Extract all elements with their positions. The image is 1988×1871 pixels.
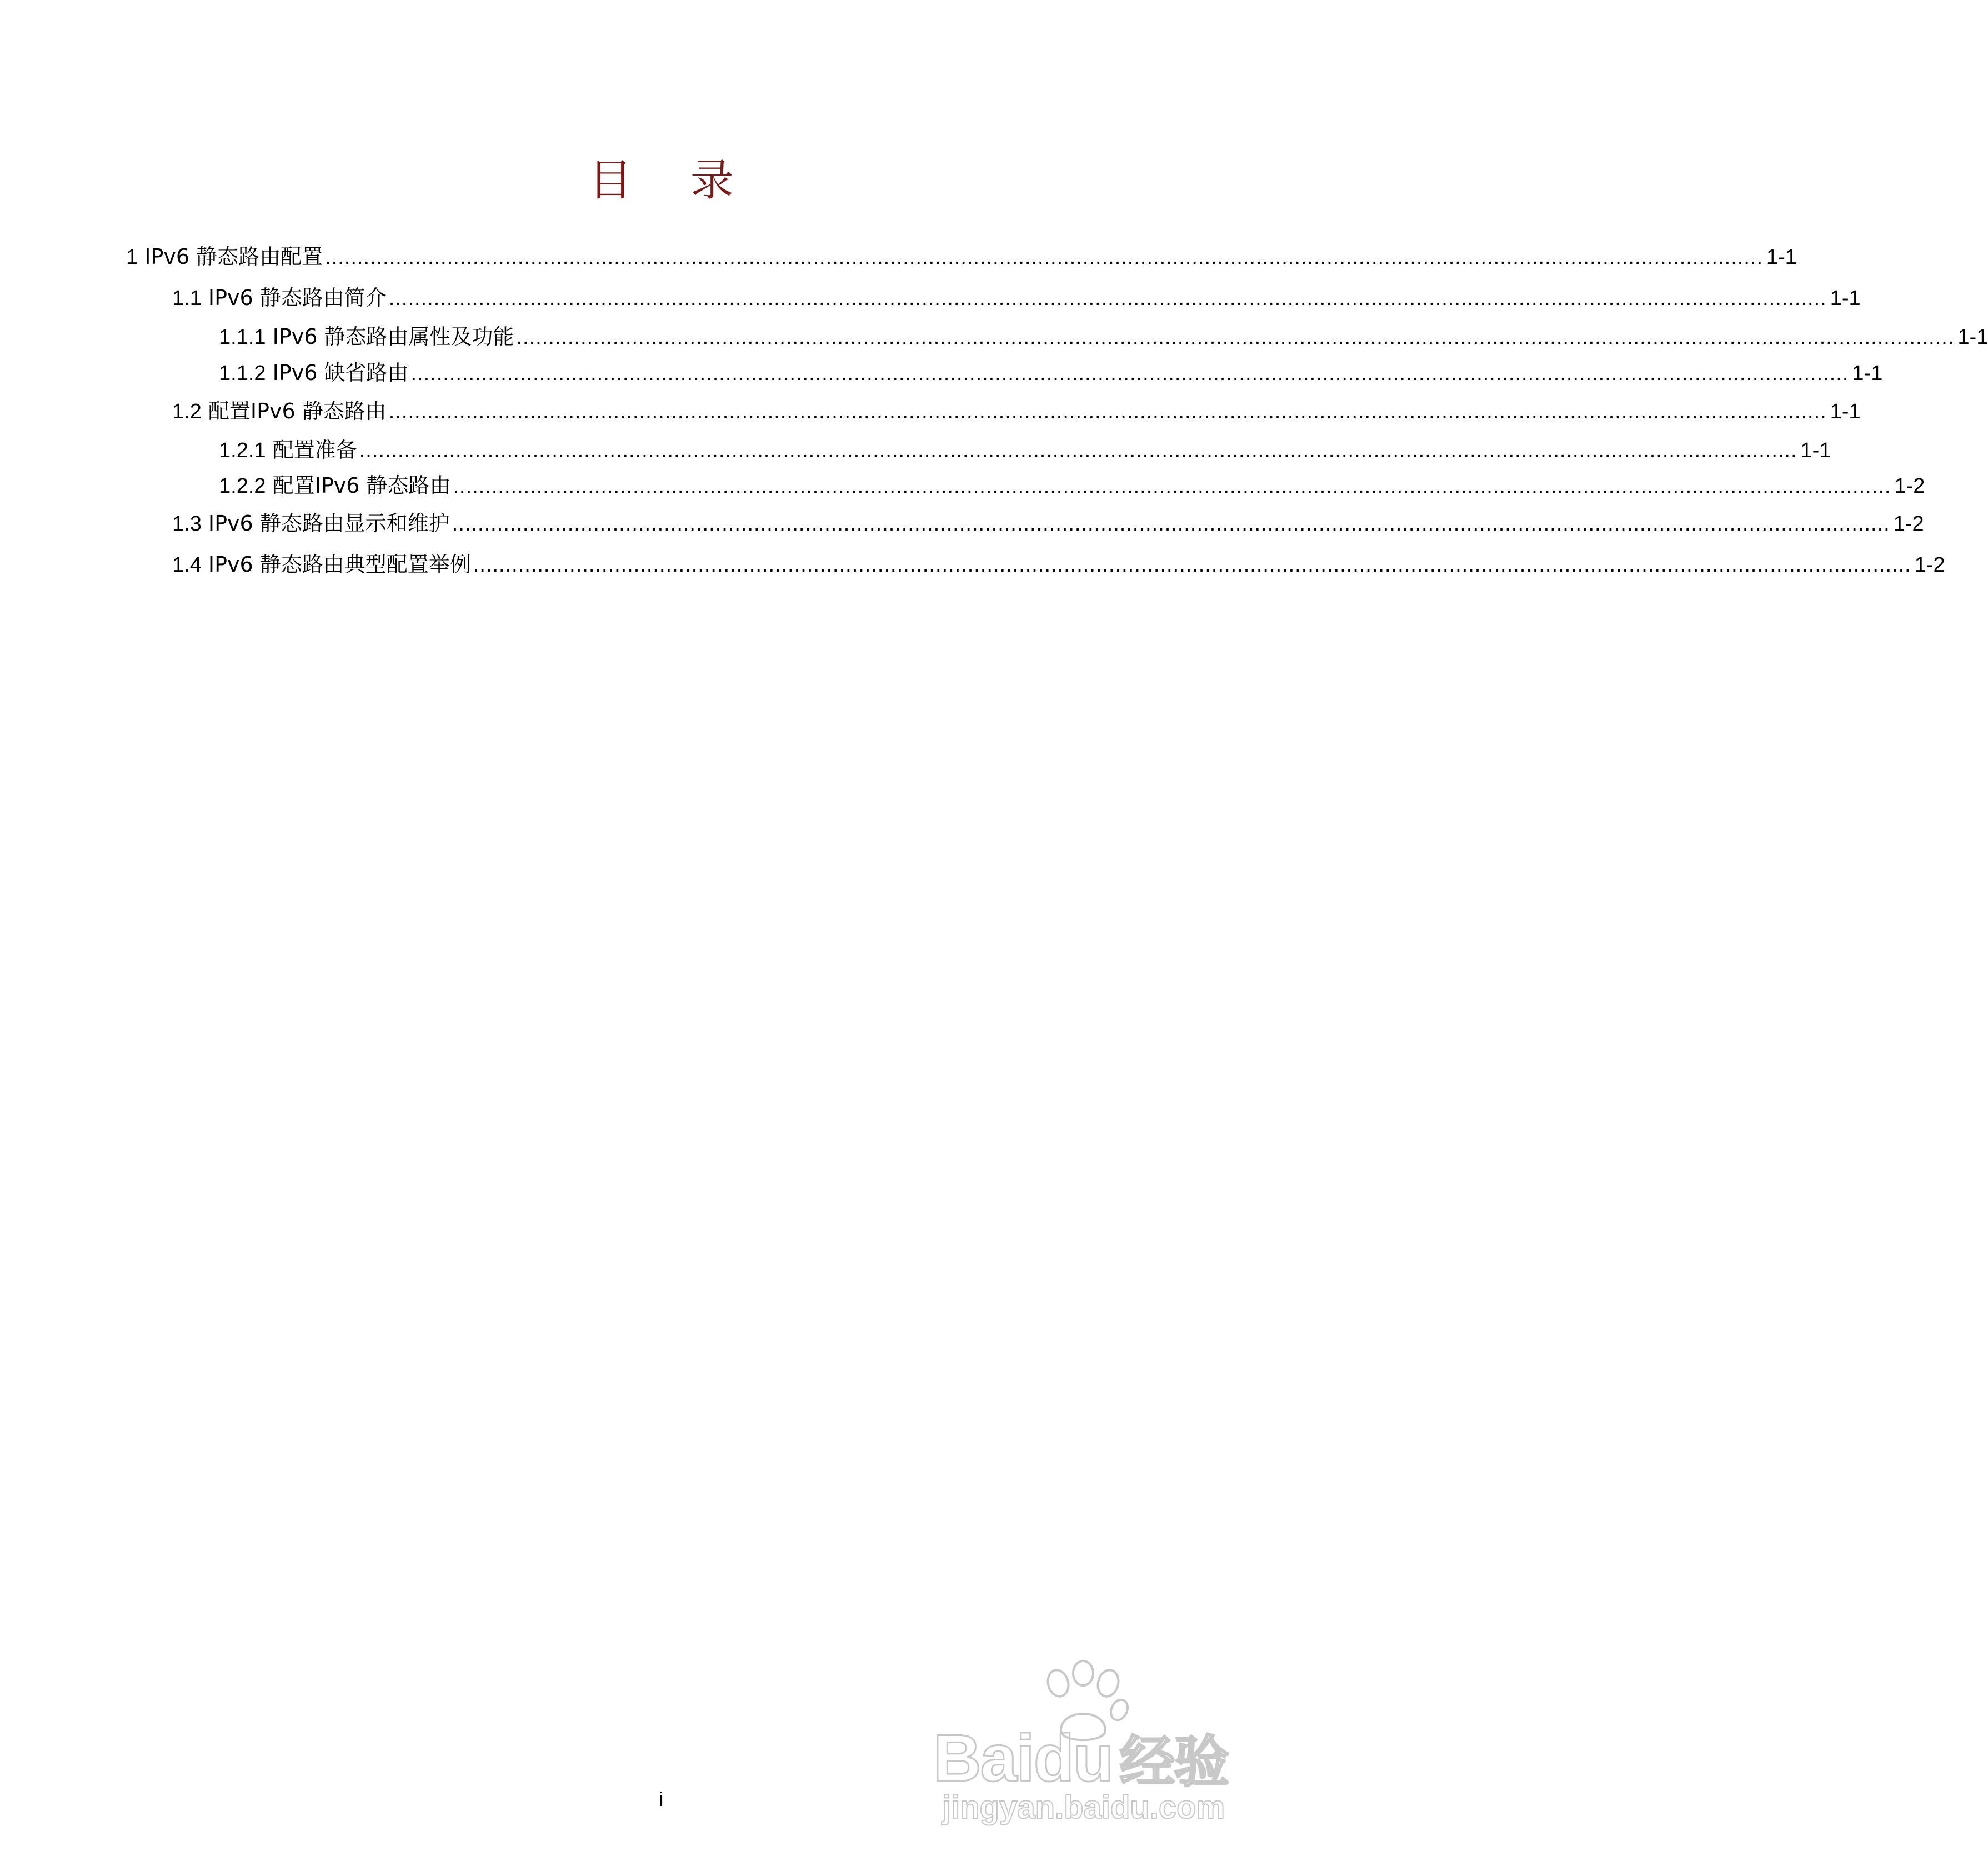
toc-entry-label: 1.1.1 IPv6 静态路由属性及功能 (219, 324, 514, 349)
toc-entry-page: 1-1 (1830, 287, 1861, 310)
toc-entry-page: 1-2 (1893, 512, 1924, 536)
toc-entry[interactable] (219, 359, 1883, 386)
toc-entry[interactable] (219, 472, 1925, 499)
page-number: i (659, 1788, 664, 1810)
toc-leader-dots: ................................................................................................................................................................................................................................ (516, 326, 1955, 349)
toc-entry[interactable] (219, 437, 1831, 463)
toc-leader-dots: ................................................................................................................................................................................................................................ (453, 474, 1891, 498)
toc-entry-page: 1-2 (1894, 474, 1925, 498)
toc-entry-page: 1-1 (1800, 439, 1831, 462)
toc-entry-label: 1.4 IPv6 静态路由典型配置举例 (172, 552, 471, 577)
baidu-jingyan-watermark (933, 1661, 1244, 1828)
toc-leader-dots: ................................................................................................................................................................................................................................ (452, 512, 1890, 536)
toc-leader-dots: ................................................................................................................................................................................................................................ (325, 246, 1764, 269)
toc-entry-page: 1-1 (1766, 246, 1797, 269)
toc-entry-page: 1-1 (1852, 362, 1883, 385)
toc-entry-page: 1-1 (1830, 400, 1861, 423)
toc-leader-dots: ................................................................................................................................................................................................................................ (473, 553, 1911, 577)
watermark-brand: Baidu 经验 (933, 1721, 1229, 1795)
toc-entry-page: 1-1 (1957, 326, 1988, 349)
toc-entry[interactable] (219, 323, 1988, 350)
toc-entry-label: 1.1.2 IPv6 缺省路由 (219, 361, 409, 385)
watermark-url: jingyan.baidu.com (942, 1789, 1225, 1825)
toc-entry-label: 1 IPv6 静态路由配置 (126, 244, 323, 269)
toc-leader-dots: ................................................................................................................................................................................................................................ (359, 439, 1797, 462)
toc-entry-page: 1-2 (1914, 553, 1945, 577)
toc-entry-label: 1.1 IPv6 静态路由简介 (172, 286, 387, 310)
toc-leader-dots: ................................................................................................................................................................................................................................ (388, 400, 1827, 423)
toc-title: 目 录 (589, 156, 756, 206)
toc-entry-label: 1.2.1 配置准备 (219, 438, 357, 462)
toc-entry[interactable] (172, 284, 1861, 311)
toc-entry[interactable] (172, 551, 1945, 578)
toc-entry[interactable] (172, 398, 1861, 424)
toc-entry[interactable] (126, 243, 1797, 270)
toc-entry-label: 1.3 IPv6 静态路由显示和维护 (172, 511, 450, 536)
toc-entry-label: 1.2.2 配置IPv6 静态路由 (219, 473, 451, 498)
toc-entry[interactable] (172, 510, 1924, 537)
toc-entry-label: 1.2 配置IPv6 静态路由 (172, 399, 387, 423)
toc-leader-dots: ................................................................................................................................................................................................................................ (410, 362, 1849, 385)
toc-leader-dots: ................................................................................................................................................................................................................................ (388, 287, 1827, 310)
